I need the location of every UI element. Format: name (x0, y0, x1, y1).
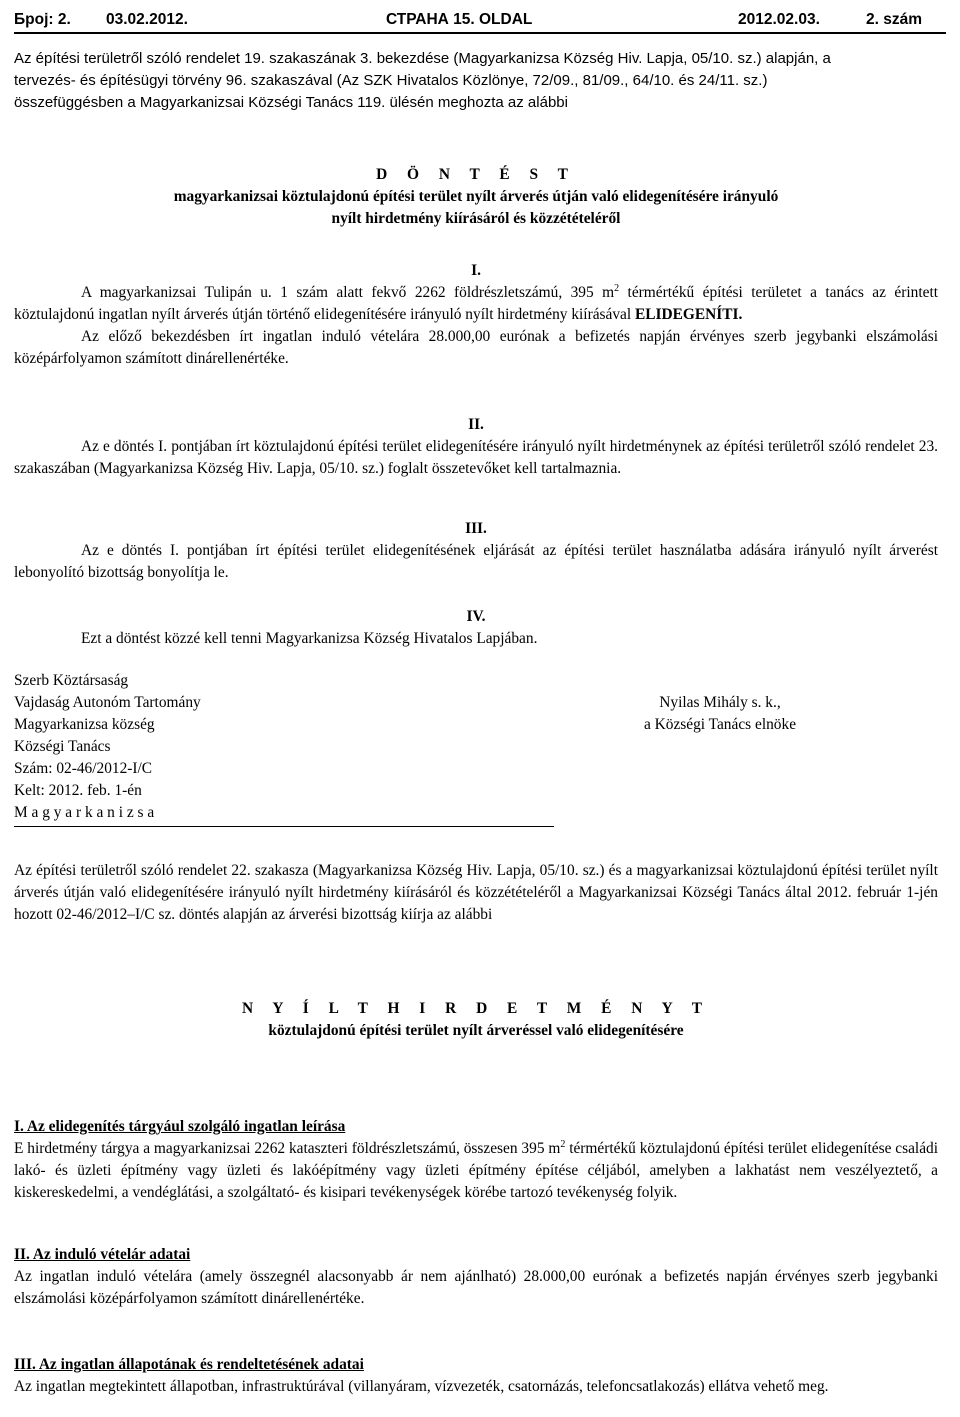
part-heading: I. Az elidegenítés tárgyául szolgáló ingatlan leírása (14, 1118, 346, 1135)
superscript: 2 (614, 282, 620, 294)
part-heading: II. Az induló vételár adatai (14, 1246, 191, 1263)
section-2 (14, 414, 938, 480)
separator-line (14, 826, 554, 827)
page-header (14, 6, 946, 34)
signature-line: Vajdaság Autonóm Tartomány (14, 694, 201, 711)
signatory-name: Nyilas Mihály s. k., (659, 694, 781, 711)
section-numeral: I. (471, 262, 481, 279)
signatory-title: a Községi Tanács elnöke (643, 716, 797, 733)
part-2-text: Az ingatlan induló vételára (amely összegnél alacsonyabb ár nem ajánlható) 28.000,00 eurónak a befizetés napján érvényes szerb jegybanki elszámolási középárfolyamon számított dinárellenértéke. (14, 1268, 938, 1307)
section-numeral: II. (468, 416, 484, 433)
notice-subtitle: köztulajdonú építési terület nyílt árveréssel való elidegenítésére (268, 1022, 684, 1039)
section-1-para2: Az előző bekezdésben írt ingatlan induló vételára 28.000,00 eurónak a befizetés napján érvényes szerb jegybanki elszámolási középárfolyamon számított dinárellenértéke. (14, 328, 938, 367)
section-1 (14, 260, 938, 370)
decision-subtitle: magyarkanizsai köztulajdonú építési terület nyílt árverés útján való elidegenítésére irányuló (173, 188, 779, 205)
section-numeral: IV. (466, 608, 486, 625)
text-part: térmértékű köztulajdonú építési terület elidegenítése családi lakó- és üzleti építmény vagy üzleti és lakóépítmény vagy üzleti építmény építése céljából, amelyben a lakhatást nem veszélyeztető, a kiskereskedelmi, a vendéglátási, a szolgáltató- és kisipari tevékenységek körébe tartozó tevékenység folyik. (14, 1140, 939, 1201)
section-4-text: Ezt a döntést közzé kell tenni Magyarkanizsa Község Hivatalos Lapjában. (81, 630, 538, 647)
intro-line: tervezés- és építésügyi törvény 96. szakaszával (Az SZK Hivatalos Közlönye, 72/09., 81/09., 64/10. és 24/11. sz.) (14, 72, 768, 89)
decision-heading (14, 164, 938, 230)
signature-block-right (560, 692, 880, 736)
intro-line: összefüggésben a Magyarkanizsai Községi Tanács 119. ülésén meghozta az alábbi (14, 94, 568, 111)
section-numeral: III. (465, 520, 487, 537)
notice-heading (14, 998, 938, 1042)
text-part: E hirdetmény tárgya a magyarkanizsai 2262 kataszteri földrészletszámú, összesen 395 m (14, 1140, 561, 1157)
part-1 (14, 1116, 938, 1204)
part-1-text (14, 1138, 938, 1204)
header-issue: Број: 2. (14, 11, 71, 28)
header-issue-right: 2. szám (866, 11, 923, 28)
signature-line: Szám: 02-46/2012-I/C (14, 760, 153, 777)
superscript: 2 (560, 1138, 566, 1150)
signature-line: Községi Tanács (14, 738, 111, 755)
signature-line: M a g y a r k a n i z s a (14, 804, 155, 821)
signature-block-left (14, 670, 434, 824)
signature-line: Magyarkanizsa község (14, 716, 155, 733)
notice-title: N Y Í L T H I R D E T M É N Y T (242, 1000, 710, 1017)
section-3 (14, 518, 938, 584)
section-3-text: Az e döntés I. pontjában írt építési terület elidegenítésének eljárását az építési terület használatba adására irányuló nyílt árverést lebonyolító bizottság bonyolítja le. (14, 542, 938, 581)
text-part: A magyarkanizsai Tulipán u. 1 szám alatt fekvő 2262 földrészletszámú, 395 m (81, 284, 615, 301)
part-3-text: Az ingatlan megtekintett állapotban, infrastruktúrával (villanyáram, vízvezeték, csatornázás, telefoncsatlakozás) ellátva vehető meg. (14, 1378, 829, 1395)
intro-line: Az építési területről szóló rendelet 19. szakaszának 3. bekezdése (Magyarkanizsa Község Hiv. Lapja, 05/10. sz.) alapján, a (14, 50, 831, 67)
part-3 (14, 1354, 938, 1398)
section-4 (14, 606, 938, 650)
intro-paragraph (14, 48, 938, 114)
section-2-text: Az e döntés I. pontjában írt köztulajdonú építési terület elidegenítésére irányuló nyílt hirdetménynek az építési területről szóló rendelet 23. szakaszában (Magyarkanizsa Község Hiv. Lapja, 05/10. sz.) foglalt összetevőket kell tartalmaznia. (14, 438, 938, 477)
decision-subtitle: nyílt hirdetmény kiírásáról és közzétételéről (331, 210, 621, 227)
notice-intro: Az építési területről szóló rendelet 22. szakasza (Magyarkanizsa Község Hiv. Lapja, 05/10. sz.) és a magyarkanizsai köztulajdonú építési terület nyílt árverés útján való elidegenítésére irányuló nyílt hirdetmény kiírásáról és közzétételéről a Magyarkanizsai Községi Tanács által 2012. február 1-jén hozott 02-46/2012–I/C sz. döntés alapján az árverési bizottság kiírja az alábbi (14, 862, 938, 923)
signature-line: Szerb Köztársaság (14, 672, 129, 689)
emphasis: ELIDEGENÍTI. (635, 306, 743, 323)
section-1-text (14, 282, 938, 326)
decision-title: D Ö N T É S T (376, 166, 576, 183)
signature-line: Kelt: 2012. feb. 1-én (14, 782, 142, 799)
part-heading: III. Az ingatlan állapotának és rendeltetésének adatai (14, 1356, 364, 1373)
header-page-label: СТРАНА 15. OLDAL (386, 11, 533, 28)
header-date-right: 2012.02.03. (738, 11, 820, 28)
part-2 (14, 1244, 938, 1310)
text-part: térmértékű építési területet a tanács az érintett köztulajdonú ingatlan nyílt árverés útján történő elidegenítésére irányuló nyílt hirdetmény kiírásával (14, 284, 938, 323)
header-date-left: 03.02.2012. (106, 11, 188, 28)
